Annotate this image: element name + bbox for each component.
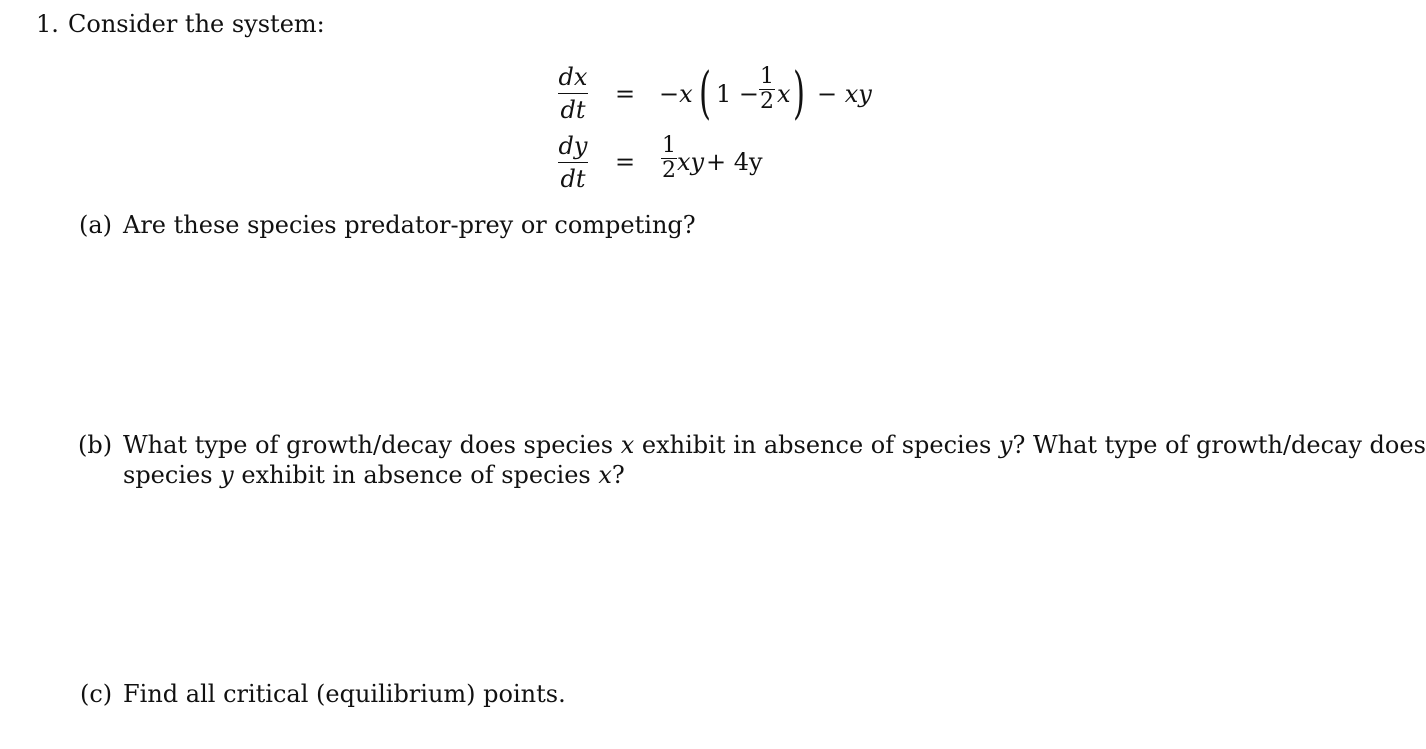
- part-b-line1-post: ? What type of growth/decay does: [1012, 431, 1426, 459]
- eq2-lhs-fraction: [558, 131, 588, 194]
- eq1-lhs-fraction: [558, 62, 588, 125]
- eq2-half-fraction: [661, 134, 677, 183]
- part-b-line1-mid: exhibit in absence of species: [641, 431, 992, 459]
- eq2-half-numerator: 1: [662, 133, 676, 158]
- eq1-x: x: [777, 80, 791, 108]
- eq1-tail: − xy: [817, 80, 872, 108]
- part-b-line1-var-x: x: [620, 431, 635, 459]
- part-b-line2-pre: species: [123, 461, 213, 489]
- problem-intro: Consider the system:: [68, 10, 325, 38]
- eq2-rest: [706, 148, 763, 176]
- problem-number: 1.: [36, 10, 59, 38]
- part-b-line2-var-y: y: [220, 461, 234, 489]
- part-b-line-1: [123, 431, 1426, 459]
- eq2-lhs-numerator: dy: [558, 132, 588, 160]
- part-b-line-2: [123, 461, 625, 489]
- eq1-right-paren: ): [793, 61, 806, 126]
- eq1-half-denominator: 2: [760, 89, 774, 114]
- part-a-text: Are these species predator-prey or competing?: [123, 211, 696, 239]
- part-b-line2-var-x: x: [598, 461, 612, 489]
- eq1-one-minus: 1 −: [716, 80, 760, 108]
- eq2-lhs-denominator: dt: [560, 165, 586, 193]
- eq1-lhs-numerator: dx: [558, 63, 588, 91]
- eq2-lhs-bar: [558, 162, 588, 163]
- eq1-lhs-denominator: dt: [560, 96, 586, 124]
- part-b-label: (b): [78, 431, 113, 459]
- eq2-rest-text: + 4y: [706, 148, 763, 176]
- eq1-equals: =: [615, 80, 636, 108]
- part-a-label: (a): [79, 211, 113, 239]
- eq2-half-denominator: 2: [662, 158, 676, 183]
- part-b-line1-var-y: y: [998, 431, 1013, 459]
- part-b-line2-mid: exhibit in absence of species: [241, 461, 591, 489]
- part-b-line1-pre: What type of growth/decay does species: [123, 431, 614, 459]
- eq1-left-paren: (: [699, 61, 712, 126]
- eq1-half-numerator: 1: [760, 64, 774, 89]
- eq1-lhs-bar: [558, 93, 588, 94]
- eq2-xy: xy: [677, 148, 705, 176]
- part-b-line2-post: ?: [611, 461, 625, 489]
- part-c-label: (c): [80, 680, 113, 708]
- eq1-minus-x: −x: [659, 80, 693, 108]
- eq1-half-fraction: [759, 65, 775, 114]
- eq2-equals: =: [615, 148, 636, 176]
- part-c-text: Find all critical (equilibrium) points.: [123, 680, 566, 708]
